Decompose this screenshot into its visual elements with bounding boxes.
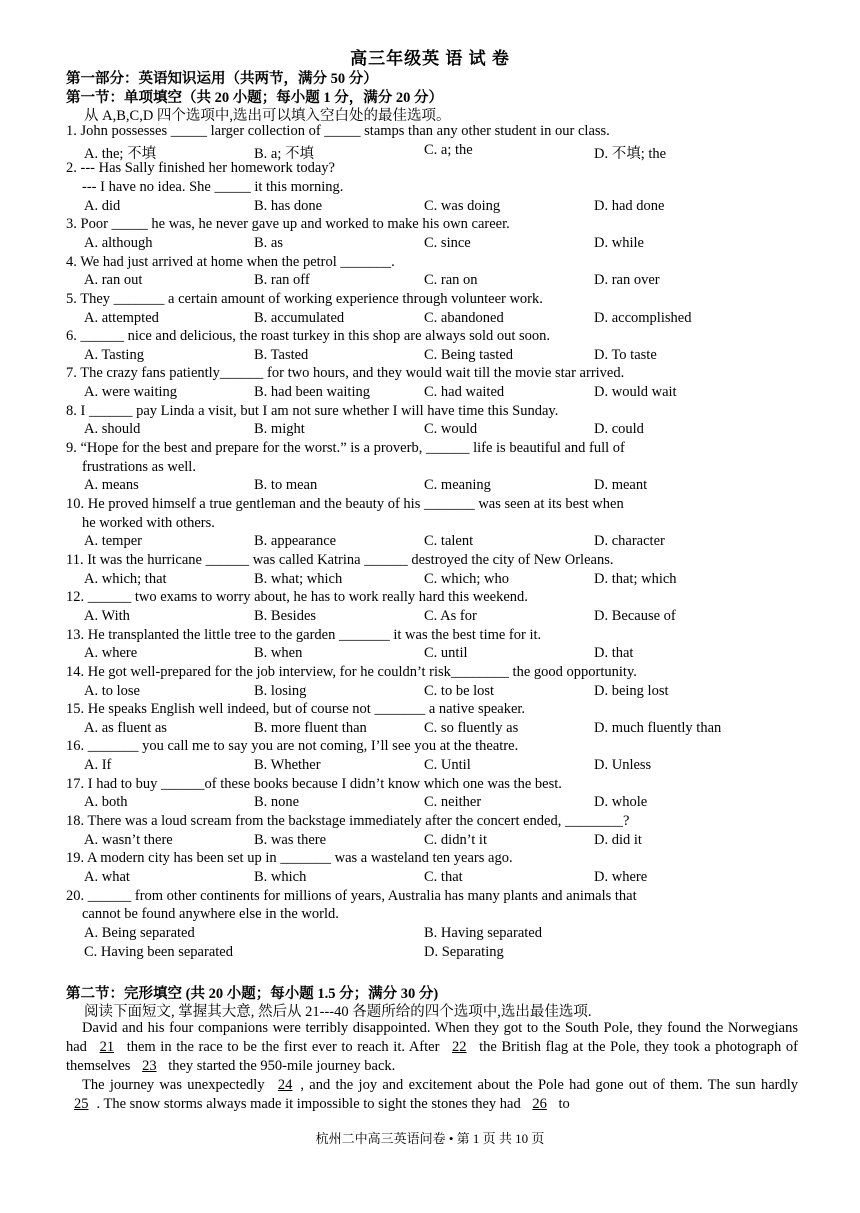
- question-stem: 18. There was a loud scream from the backstage immediately after the concert ended, ________?: [66, 813, 630, 830]
- answer-option: C. Until: [424, 757, 471, 774]
- question-stem-continued: frustrations as well.: [82, 458, 196, 475]
- answer-option: C. ran on: [424, 272, 478, 289]
- answer-option: B. what; which: [254, 570, 343, 587]
- question-stem: 5. They _______ a certain amount of working experience through volunteer work.: [66, 290, 543, 307]
- question-stem: 6. ______ nice and delicious, the roast turkey in this shop are always sold out soon.: [66, 328, 551, 345]
- answer-option: C. since: [424, 234, 471, 251]
- answer-option: A. which; that: [84, 570, 167, 587]
- answer-option: D. Because of: [594, 607, 676, 624]
- answer-option: A. wasn’t there: [84, 831, 173, 848]
- answer-option: B. a; 不填: [254, 145, 315, 162]
- answer-option: D. that; which: [594, 570, 677, 587]
- answer-option: D. being lost: [594, 682, 669, 699]
- answer-option: B. had been waiting: [254, 384, 370, 401]
- answer-option: A. should: [84, 421, 141, 438]
- answer-option: C. talent: [424, 533, 474, 550]
- answer-option: C. a; the: [424, 141, 473, 158]
- question-stem: 7. The crazy fans patiently______ for two hours, and they would wait till the movie star arrived.: [66, 365, 625, 382]
- cloze-blank-22: 22: [452, 1039, 467, 1055]
- cloze-text: . The snow storms always made it impossible to sight the stones they had: [96, 1096, 521, 1112]
- answer-option: A. If: [84, 757, 112, 774]
- answer-option: A. were waiting: [84, 384, 178, 401]
- answer-option: C. to be lost: [424, 682, 495, 699]
- cloze-text: them in the race to be the first ever to reach it. After: [126, 1039, 440, 1055]
- answer-option: A. did: [84, 197, 121, 214]
- answer-option: C. As for: [424, 607, 477, 624]
- answer-option: C. meaning: [424, 477, 491, 494]
- answer-option: B. losing: [254, 682, 307, 699]
- answer-option: A. means: [84, 477, 139, 494]
- answer-option: B. more fluent than: [254, 719, 367, 736]
- answer-option: C. which; who: [424, 570, 509, 587]
- answer-option: D. would wait: [594, 384, 677, 401]
- answer-option: B. when: [254, 645, 303, 662]
- cloze-text: the British flag at the Pole, they took a photograph of themselves: [66, 1039, 799, 1074]
- cloze-text: , and the joy and excitement about the Pole had gone out of them. The sun hardly: [300, 1077, 798, 1093]
- answer-option: A. both: [84, 794, 128, 811]
- answer-option: A. Being separated: [84, 924, 195, 941]
- answer-option: B. none: [254, 794, 300, 811]
- question-stem: 3. Poor _____ he was, he never gave up and worked to make his own career.: [66, 216, 510, 233]
- question-stem: 2. --- Has Sally finished her homework today?: [66, 160, 335, 177]
- answer-option: A. With: [84, 607, 130, 624]
- answer-option: A. to lose: [84, 682, 140, 699]
- answer-option: D. while: [594, 234, 644, 251]
- answer-option: C. that: [424, 869, 463, 885]
- cloze-paragraph-2: [66, 1076, 798, 1114]
- answer-option: B. was there: [254, 831, 327, 848]
- answer-option: B. as: [254, 234, 283, 251]
- answer-option: B. Whether: [254, 757, 321, 774]
- cloze-paragraph-1: [66, 1019, 798, 1076]
- cloze-text: The journey was unexpectedly: [82, 1077, 265, 1093]
- answer-option: D. could: [594, 421, 644, 438]
- answer-option: A. although: [84, 234, 153, 251]
- answer-option: C. had waited: [424, 384, 505, 401]
- answer-option: A. attempted: [84, 309, 159, 326]
- answer-option: D. To taste: [594, 346, 657, 363]
- cloze-text: they started the 950-mile journey back.: [168, 1058, 396, 1074]
- answer-option: D. Unless: [594, 757, 652, 774]
- answer-option: D. meant: [594, 477, 648, 494]
- question-stem: 14. He got well-prepared for the job interview, for he couldn’t risk________ the good opportunity.: [66, 663, 637, 680]
- section2-header: 第二节：完形填空 (共 20 小题；每小题 1.5 分；满分 30 分): [66, 986, 439, 1002]
- answer-option: D. character: [594, 533, 665, 550]
- question-stem-continued: --- I have no idea. She _____ it this morning.: [82, 178, 344, 195]
- question-stem: 10. He proved himself a true gentleman and the beauty of his _______ was seen at its best when: [66, 496, 624, 512]
- answer-option: C. neither: [424, 794, 482, 811]
- answer-option: D. ran over: [594, 272, 660, 289]
- question-stem-continued: cannot be found anywhere else in the world.: [82, 906, 339, 923]
- answer-option: A. as fluent as: [84, 719, 167, 736]
- cloze-blank-25: 25: [74, 1096, 89, 1112]
- question-stem: 9. “Hope for the best and prepare for the worst.” is a proverb, ______ life is beautiful and full of: [66, 440, 625, 457]
- answer-option: D. had done: [594, 197, 665, 214]
- answer-option: C. until: [424, 645, 468, 662]
- question-stem: 8. I ______ pay Linda a visit, but I am not sure whether I will have time this Sunday.: [66, 402, 559, 419]
- section2-instruction: 阅读下面短文, 掌握其大意, 然后从 21---40 各题所给的四个选项中,选出最佳选项.: [84, 1004, 592, 1020]
- answer-option: A. the; 不填: [84, 145, 157, 162]
- answer-option: B. has done: [254, 197, 323, 214]
- answer-option: B. might: [254, 421, 305, 438]
- answer-option: C. Having been separated: [84, 943, 233, 960]
- question-stem: 15. He speaks English well indeed, but of course not _______ a native speaker.: [66, 701, 526, 718]
- cloze-blank-26: 26: [532, 1096, 547, 1112]
- question-stem: 1. John possesses _____ larger collection of _____ stamps than any other student in our class.: [66, 123, 610, 139]
- answer-option: B. Tasted: [254, 346, 309, 363]
- section1-header: 第一节：单项填空（共 20 小题；每小题 1 分，满分 20 分）: [66, 90, 443, 106]
- answer-option: C. didn’t it: [424, 831, 487, 848]
- question-stem: 20. ______ from other continents for millions of years, Australia has many plants and animals that: [66, 887, 637, 904]
- answer-option: B. to mean: [254, 477, 318, 494]
- answer-option: B. Besides: [254, 607, 317, 624]
- answer-option: B. Having separated: [424, 924, 542, 941]
- cloze-blank-23: 23: [142, 1058, 157, 1074]
- question-stem: 13. He transplanted the little tree to the garden _______ it was the best time for it.: [66, 626, 542, 643]
- answer-option: B. ran off: [254, 272, 310, 289]
- question-stem: 4. We had just arrived at home when the petrol _______.: [66, 253, 395, 270]
- cloze-text: David and his four companions were terribly disappointed. When they got to the South Pole, they found the Norwegians had: [66, 1020, 798, 1055]
- answer-option: D. that: [594, 645, 634, 662]
- answer-option: D. 不填; the: [594, 145, 667, 162]
- answer-option: D. where: [594, 869, 648, 885]
- answer-option: B. accumulated: [254, 309, 345, 326]
- cloze-text: to: [558, 1096, 570, 1112]
- page-title: 高三年级英 语 试 卷: [350, 49, 510, 68]
- question-stem-continued: he worked with others.: [82, 514, 215, 531]
- answer-option: B. which: [254, 869, 307, 885]
- answer-option: C. was doing: [424, 197, 501, 214]
- answer-option: A. what: [84, 869, 130, 885]
- answer-option: D. did it: [594, 831, 642, 848]
- answer-option: C. abandoned: [424, 309, 504, 326]
- question-stem: 12. ______ two exams to worry about, he has to work really hard this weekend.: [66, 589, 528, 606]
- answer-option: A. temper: [84, 533, 142, 550]
- answer-option: A. ran out: [84, 272, 143, 289]
- section1-instruction: 从 A,B,C,D 四个选项中,选出可以填入空白处的最佳选项。: [84, 108, 451, 124]
- page-footer: 杭州二中高三英语问卷 • 第 1 页 共 10 页: [315, 1131, 545, 1146]
- question-stem: 17. I had to buy ______of these books because I didn’t know which one was the best.: [66, 775, 562, 792]
- answer-option: A. Tasting: [84, 346, 144, 363]
- answer-option: C. Being tasted: [424, 346, 514, 363]
- answer-option: D. much fluently than: [594, 719, 722, 736]
- answer-option: D. Separating: [424, 943, 504, 960]
- answer-option: D. accomplished: [594, 309, 692, 326]
- part1-header: 第一部分：英语知识运用（共两节，满分 50 分）: [66, 71, 378, 87]
- answer-option: A. where: [84, 645, 138, 662]
- cloze-blank-24: 24: [277, 1077, 293, 1093]
- cloze-blank-21: 21: [99, 1039, 115, 1055]
- question-stem: 16. _______ you call me to say you are not coming, I’ll see you at the theatre.: [66, 738, 519, 755]
- answer-option: D. whole: [594, 794, 648, 811]
- question-stem: 19. A modern city has been set up in _______ was a wasteland ten years ago.: [66, 850, 513, 867]
- answer-option: B. appearance: [254, 533, 337, 550]
- answer-option: C. would: [424, 421, 478, 438]
- answer-option: C. so fluently as: [424, 719, 519, 736]
- question-stem: 11. It was the hurricane ______ was called Katrina ______ destroyed the city of New Orleans.: [66, 551, 614, 568]
